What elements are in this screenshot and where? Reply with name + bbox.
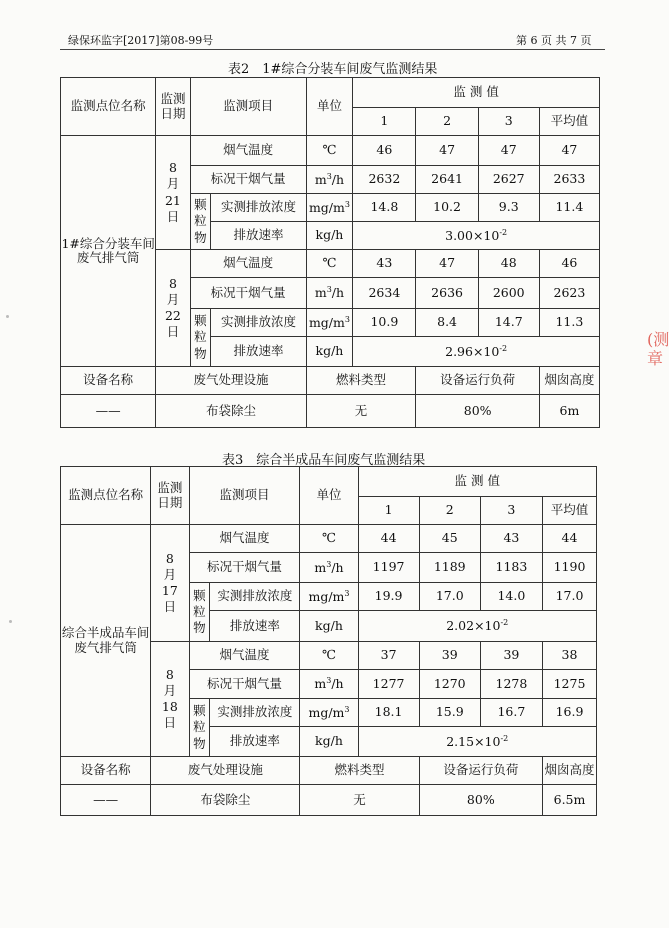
equip-facility: 布袋除尘 (156, 395, 306, 428)
value: 46 (539, 250, 599, 278)
value: 17.0 (543, 583, 597, 611)
value: 2600 (478, 278, 539, 309)
value: 9.3 (478, 194, 539, 222)
unit: $mg/m^3$ (300, 699, 358, 727)
value: 47 (539, 136, 599, 166)
value: 44 (543, 525, 597, 553)
header-values: 监 测 值 (358, 467, 597, 497)
sampling-date: 8 月 18 日 (151, 642, 189, 757)
equip-height: 6.5m (543, 785, 597, 816)
equipment-row (61, 395, 600, 428)
unit: kg/h (306, 337, 353, 367)
header-point-name: 监测点位名称 (61, 78, 156, 136)
table-header-row (61, 78, 600, 108)
monitoring-point: 1#综合分装车间废气排气筒 (61, 136, 156, 367)
equip-fuel: 无 (300, 785, 419, 816)
monitoring-point: 综合半成品车间废气排气筒 (61, 525, 151, 757)
table-2-monitoring-results (60, 77, 600, 428)
unit: $m^3/h$ (300, 670, 358, 699)
value: 14.7 (478, 309, 539, 337)
value: 38 (543, 642, 597, 670)
equipment-header-row (61, 757, 597, 785)
header-date: 监测 日期 (151, 467, 189, 525)
value: 10.2 (416, 194, 478, 222)
table-3-caption: 表3 综合半成品车间废气监测结果 (222, 453, 426, 468)
sampling-date: 8 月 22 日 (156, 250, 190, 367)
data-row (61, 525, 597, 553)
item-label: 标况干烟气量 (189, 553, 300, 583)
equip-header-load: 设备运行负荷 (419, 757, 542, 785)
value: 11.3 (539, 309, 599, 337)
particulate-label: 颗 粒 物 (190, 194, 211, 250)
item-label: 烟气温度 (189, 642, 300, 670)
value: 44 (358, 525, 419, 553)
value: 39 (480, 642, 542, 670)
equip-name: —— (61, 785, 151, 816)
item-label: 排放速率 (211, 337, 306, 367)
value: 1189 (419, 553, 480, 583)
header-values: 监 测 值 (353, 78, 600, 108)
item-label: 排放速率 (211, 222, 306, 250)
value: 37 (358, 642, 419, 670)
item-label: 标况干烟气量 (190, 166, 306, 194)
value: 14.0 (480, 583, 542, 611)
equip-header-height: 烟囱高度 (539, 367, 599, 395)
header-unit: 单位 (306, 78, 353, 136)
table-3-monitoring-results (60, 466, 597, 816)
table-header-row (61, 467, 597, 497)
unit: ℃ (306, 136, 353, 166)
value: 8.4 (416, 309, 478, 337)
item-label: 实测排放浓度 (210, 699, 300, 727)
equip-header-name: 设备名称 (61, 757, 151, 785)
equip-facility: 布袋除尘 (151, 785, 300, 816)
unit: $m^3/h$ (306, 278, 353, 309)
value-col-2: 3 (478, 108, 539, 136)
value: 10.9 (353, 309, 416, 337)
value: 2623 (539, 278, 599, 309)
value: 46 (353, 136, 416, 166)
item-label: 标况干烟气量 (189, 670, 300, 699)
value: 16.7 (480, 699, 542, 727)
item-label: 烟气温度 (190, 250, 306, 278)
item-label: 排放速率 (210, 611, 300, 642)
unit: kg/h (300, 611, 358, 642)
data-row (61, 136, 600, 166)
value: 47 (416, 250, 478, 278)
value-col-0: 1 (353, 108, 416, 136)
header-item: 监测项目 (189, 467, 300, 525)
value: 2632 (353, 166, 416, 194)
report-number: 绿保环监字[2017]第08-99号 (68, 34, 214, 47)
value: 47 (478, 136, 539, 166)
header-rule (60, 49, 605, 50)
unit: kg/h (306, 222, 353, 250)
header-point-name: 监测点位名称 (61, 467, 151, 525)
unit: ℃ (300, 642, 358, 670)
item-label: 排放速率 (210, 727, 300, 757)
value-col-2: 3 (480, 497, 542, 525)
value: 2641 (416, 166, 478, 194)
unit: ℃ (300, 525, 358, 553)
equip-fuel: 无 (306, 395, 416, 428)
table-2-caption: 表2 1#综合分装车间废气监测结果 (228, 62, 438, 77)
header-unit: 单位 (300, 467, 358, 525)
emission-rate: $3.00\times 10^{-2}$ (353, 222, 600, 250)
value-col-1: 2 (419, 497, 480, 525)
equip-header-fuel: 燃料类型 (306, 367, 416, 395)
scan-speck (6, 315, 9, 318)
value: 2636 (416, 278, 478, 309)
equip-load: 80% (419, 785, 542, 816)
item-label: 实测排放浓度 (211, 309, 306, 337)
value: 15.9 (419, 699, 480, 727)
particulate-label: 颗 粒 物 (189, 583, 210, 642)
equip-header-name: 设备名称 (61, 367, 156, 395)
value-col-3: 平均值 (543, 497, 597, 525)
equip-header-facility: 废气处理设施 (156, 367, 306, 395)
item-label: 实测排放浓度 (211, 194, 306, 222)
unit: $m^3/h$ (306, 166, 353, 194)
value-col-0: 1 (358, 497, 419, 525)
value: 2634 (353, 278, 416, 309)
item-label: 标况干烟气量 (190, 278, 306, 309)
page-number: 第 6 页 共 7 页 (516, 34, 592, 47)
emission-rate: $2.96\times 10^{-2}$ (353, 337, 600, 367)
value: 1277 (358, 670, 419, 699)
equip-name: —— (61, 395, 156, 428)
value: 2633 (539, 166, 599, 194)
value: 19.9 (358, 583, 419, 611)
unit: $mg/m^3$ (306, 309, 353, 337)
unit: ℃ (306, 250, 353, 278)
equip-height: 6m (539, 395, 599, 428)
value: 39 (419, 642, 480, 670)
value: 1197 (358, 553, 419, 583)
value: 14.8 (353, 194, 416, 222)
value: 1183 (480, 553, 542, 583)
header-item: 监测项目 (190, 78, 306, 136)
item-label: 烟气温度 (190, 136, 306, 166)
unit: $mg/m^3$ (300, 583, 358, 611)
scan-speck (9, 620, 12, 623)
value: 16.9 (543, 699, 597, 727)
unit: $mg/m^3$ (306, 194, 353, 222)
value: 43 (353, 250, 416, 278)
particulate-label: 颗 粒 物 (189, 699, 210, 757)
value: 47 (416, 136, 478, 166)
sampling-date: 8 月 17 日 (151, 525, 189, 642)
particulate-label: 颗 粒 物 (190, 309, 211, 367)
equip-header-facility: 废气处理设施 (151, 757, 300, 785)
value: 17.0 (419, 583, 480, 611)
emission-rate: $2.15\times 10^{-2}$ (358, 727, 597, 757)
equip-load: 80% (416, 395, 539, 428)
value: 48 (478, 250, 539, 278)
value: 1190 (543, 553, 597, 583)
unit: $m^3/h$ (300, 553, 358, 583)
equip-header-fuel: 燃料类型 (300, 757, 419, 785)
official-seal: (测章 (647, 330, 669, 369)
equipment-row (61, 785, 597, 816)
value: 11.4 (539, 194, 599, 222)
value-col-1: 2 (416, 108, 478, 136)
value: 1275 (543, 670, 597, 699)
value: 43 (480, 525, 542, 553)
unit: kg/h (300, 727, 358, 757)
equipment-header-row (61, 367, 600, 395)
equip-header-load: 设备运行负荷 (416, 367, 539, 395)
value: 1278 (480, 670, 542, 699)
sampling-date: 8 月 21 日 (156, 136, 190, 250)
item-label: 实测排放浓度 (210, 583, 300, 611)
item-label: 烟气温度 (189, 525, 300, 553)
value: 18.1 (358, 699, 419, 727)
emission-rate: $2.02\times 10^{-2}$ (358, 611, 597, 642)
value: 1270 (419, 670, 480, 699)
equip-header-height: 烟囱高度 (543, 757, 597, 785)
value: 45 (419, 525, 480, 553)
header-date: 监测 日期 (156, 78, 190, 136)
value: 2627 (478, 166, 539, 194)
value-col-3: 平均值 (539, 108, 599, 136)
